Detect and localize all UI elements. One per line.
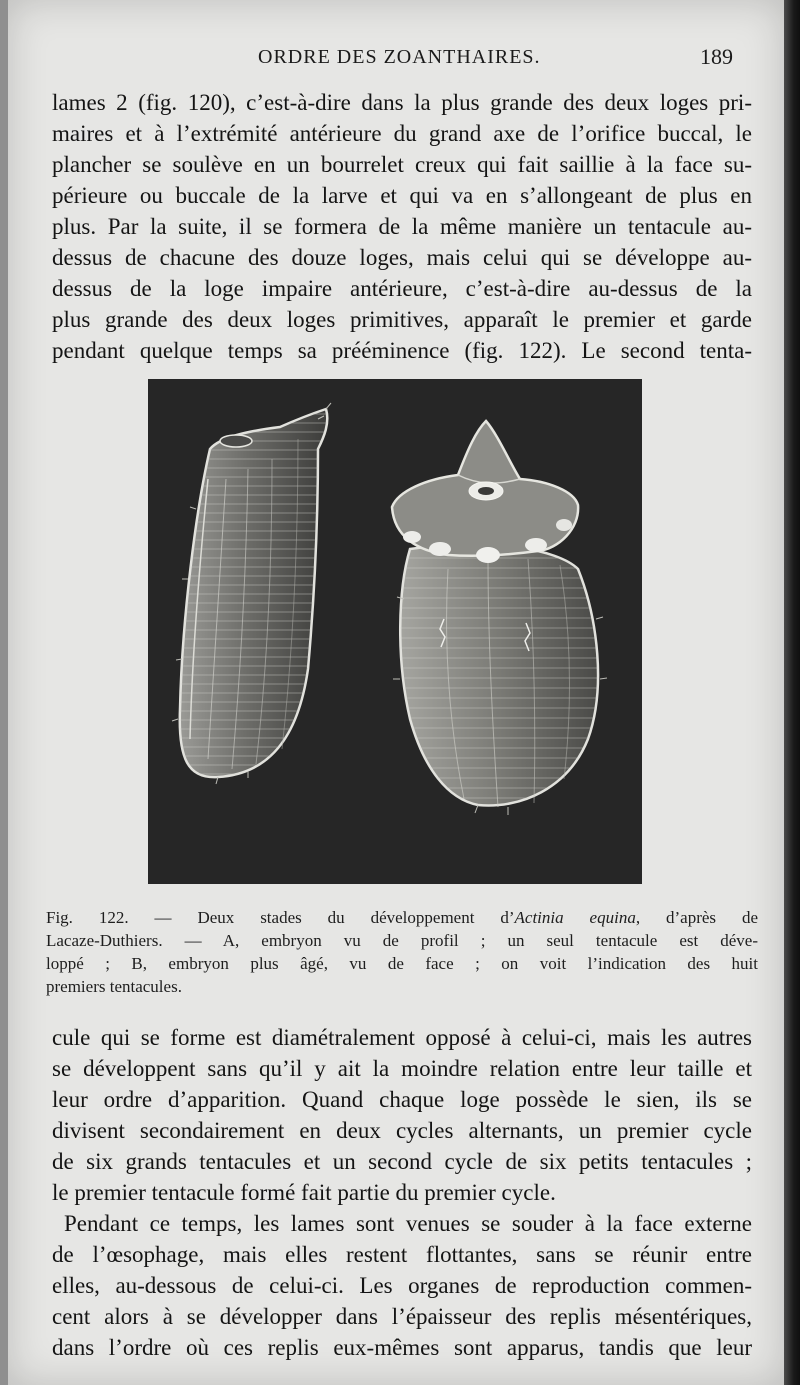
caption-species: Actinia equina [514, 908, 636, 927]
embryo-profile-drawing [172, 403, 331, 784]
caption-line: premiers tentacules. [46, 977, 182, 996]
caption-line: Lacaze-Duthiers. — A, embryon vu de profil ; un seul tentacule est déve- [46, 931, 758, 950]
text-line: de l’œsophage, mais elles restent flottantes, sans se réunir entre [52, 1242, 752, 1267]
text-line: de six grands tentacules et un second cycle de six petits tentacules ; [52, 1149, 752, 1174]
figure-caption [46, 906, 758, 998]
text-line: plancher se soulève en un bourrelet creux qui fait saillie à la face su- [52, 152, 752, 177]
page-number: 189 [700, 44, 733, 69]
text-line: dessus de la loge impaire antérieure, c’est-à-dire au-dessus de la [52, 276, 752, 301]
embryo-front-drawing [392, 421, 607, 815]
text-line: se développent sans qu’il y ait la moindre relation entre leur taille et [52, 1056, 752, 1081]
running-head [8, 44, 784, 74]
text-line: plus grande des deux loges primitives, apparaît le premier et garde [52, 307, 752, 332]
caption-line: loppé ; B, embryon plus âgé, vu de face ; on voit l’indication des huit [46, 954, 758, 973]
text-line: leur ordre d’apparition. Quand chaque loge possède le sien, ils se [52, 1087, 752, 1112]
text-line: cent alors à se développer dans l’épaisseur des replis mésentériques, [52, 1304, 752, 1329]
paragraph-bottom [52, 1022, 752, 1363]
text-line: pendant quelque temps sa prééminence (fig. 122). Le second tenta- [52, 338, 752, 363]
text-line: maires et à l’extrémité antérieure du grand axe de l’orifice buccal, le [52, 121, 752, 146]
paragraph-top [52, 87, 752, 366]
running-title: ORDRE DES ZOANTHAIRES. [258, 46, 541, 68]
text-line: Pendant ce temps, les lames sont venues se souder à la face externe [64, 1211, 752, 1236]
text-line: périeure ou buccale de la larve et qui va en s’allongeant de plus en [52, 183, 752, 208]
text-line: dans l’ordre où ces replis eux-mêmes sont apparus, tandis que leur [52, 1335, 752, 1360]
book-page [8, 0, 784, 1385]
text-line: divisent secondairement en deux cycles alternants, un premier cycle [52, 1118, 752, 1143]
text-line: plus. Par la suite, il se formera de la même manière un tentacule au- [52, 214, 752, 239]
text-line: cule qui se forme est diamétralement opposé à celui-ci, mais les autres [52, 1025, 752, 1050]
text-line: dessus de chacune des douze loges, mais celui qui se développe au- [52, 245, 752, 270]
caption-line: Fig. 122. — Deux stades du développement d’Actinia equina, d’après de [46, 908, 758, 927]
text-line: elles, au-dessous de celui-ci. Les organes de reproduction commen- [52, 1273, 752, 1298]
page-edge-shadow [784, 0, 800, 1385]
text-line: lames 2 (fig. 120), c’est-à-dire dans la plus grande des deux loges pri- [52, 90, 752, 115]
figure-122-illustration [148, 379, 642, 884]
text-line: le premier tentacule formé fait partie du premier cycle. [52, 1180, 556, 1205]
